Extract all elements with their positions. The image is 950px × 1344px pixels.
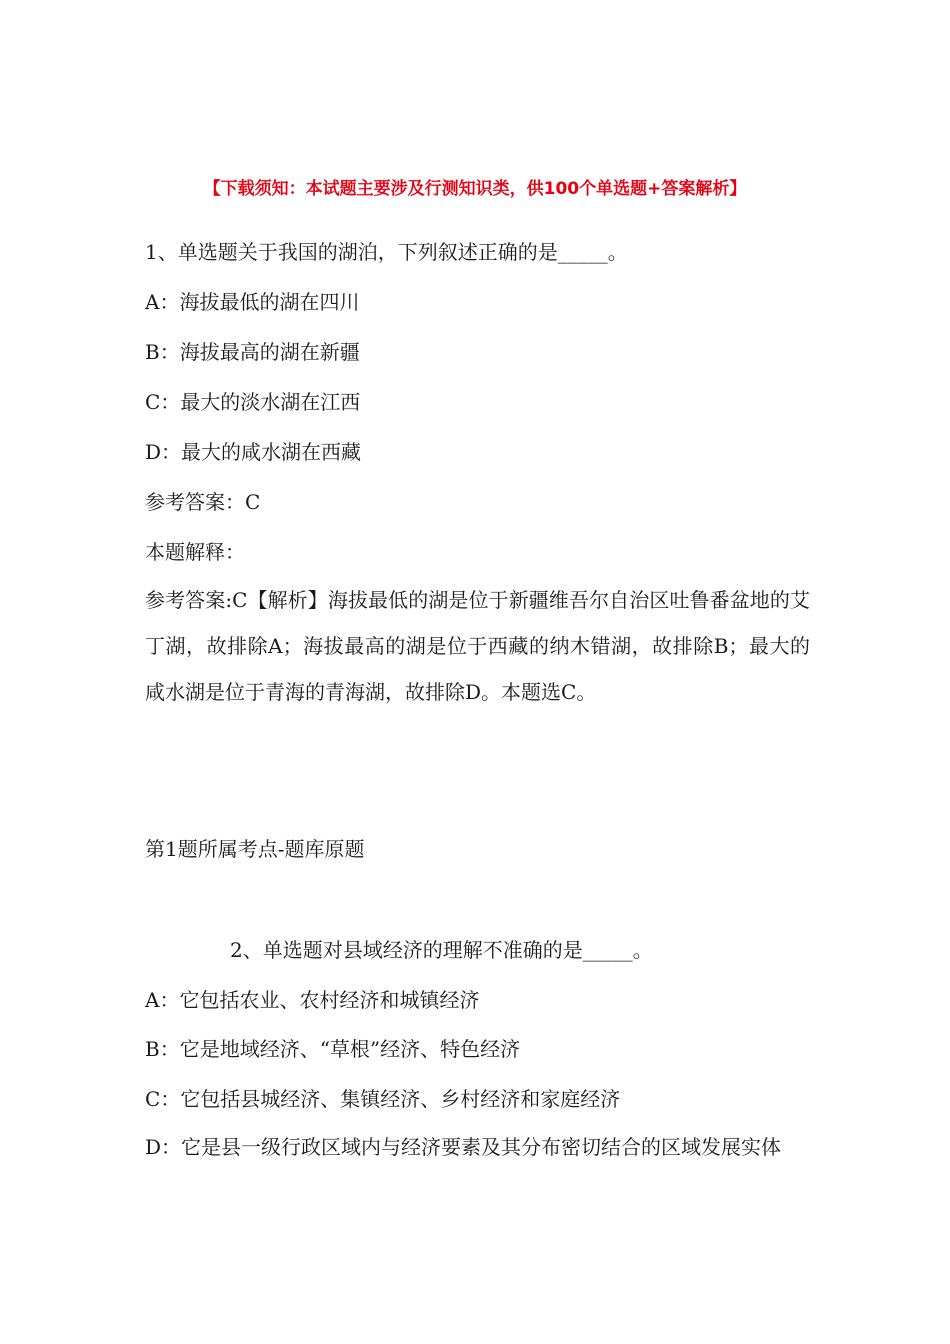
question-1-answer: 参考答案：C xyxy=(145,490,261,514)
download-notice: 【下载须知：本试题主要涉及行测知识类，供100个单选题+答案解析】 xyxy=(203,179,747,199)
question-2-stem: 2、单选题对县域经济的理解不准确的是_____。 xyxy=(230,938,653,962)
question-1-stem: 1、单选题关于我国的湖泊，下列叙述正确的是_____。 xyxy=(145,240,628,264)
question-2-option-b: B：它是地域经济、“草根”经济、特色经济 xyxy=(145,1037,521,1061)
question-2-option-d: D：它是县一级行政区域内与经济要素及其分布密切结合的区域发展实体 xyxy=(145,1135,782,1159)
question-1-topic: 第1题所属考点-题库原题 xyxy=(145,837,365,861)
question-2-option-c: C：它包括县城经济、集镇经济、乡村经济和家庭经济 xyxy=(145,1087,621,1111)
question-1-option-a: A：海拔最低的湖在四川 xyxy=(145,290,360,314)
question-2-option-a: A：它包括农业、农村经济和城镇经济 xyxy=(145,988,480,1012)
question-1-explanation: 参考答案:C【解析】海拔最低的湖是位于新疆维吾尔自治区吐鲁番盆地的艾丁湖，故排除A；海拔最高的湖是位于西藏的纳木错湖，故排除B；最大的咸水湖是位于青海的青海湖，故排除D。本题选C。 xyxy=(145,588,810,704)
question-1-explanation-label: 本题解释： xyxy=(145,540,245,564)
question-1-option-c: C：最大的淡水湖在江西 xyxy=(145,390,361,414)
question-1-option-b: B：海拔最高的湖在新疆 xyxy=(145,340,360,364)
question-1-option-d: D：最大的咸水湖在西藏 xyxy=(145,440,362,464)
